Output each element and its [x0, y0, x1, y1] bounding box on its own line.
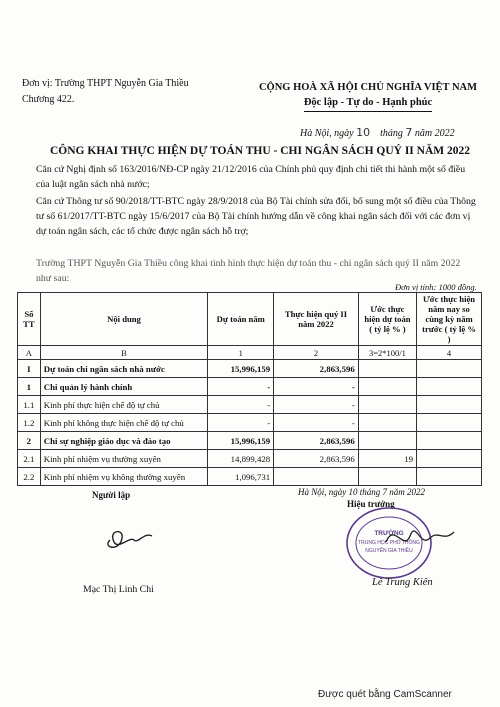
row-ratio-estimate [358, 432, 416, 450]
header-ratio-yoy: Ước thực hiện năm nay so cùng kỳ năm trước ( tỷ lệ % ) [417, 293, 482, 346]
stamp-line-3: NGUYỄN GIA THIỀU [365, 548, 413, 554]
preparer-title: Người lập [92, 490, 131, 500]
unit-note: Đơn vị tính: 1000 đồng. [395, 282, 477, 292]
header-stt: Số TT [18, 293, 41, 346]
col-index: 4 [417, 346, 482, 360]
row-ratio-yoy [417, 396, 482, 414]
row-actual: - [274, 378, 359, 396]
row-estimate: 15,996,159 [208, 432, 274, 450]
row-estimate: 14,899,428 [208, 450, 274, 468]
row-estimate: - [208, 414, 274, 432]
row-ratio-yoy [417, 414, 482, 432]
row-ratio-estimate [358, 360, 416, 378]
row-ratio-yoy [417, 468, 482, 486]
row-estimate: 15,996,159 [208, 360, 274, 378]
row-stt: I [18, 360, 41, 378]
col-index: A [18, 346, 41, 360]
row-actual [274, 468, 359, 486]
row-actual: 2,863,596 [274, 450, 359, 468]
table-row [18, 396, 482, 414]
row-content: Kinh phí thực hiện chế độ tự chủ [40, 396, 208, 414]
row-content: Dự toán chi ngân sách nhà nước [40, 360, 208, 378]
principal-title: Hiệu trưởng [347, 499, 395, 509]
intro-statement: Trường THPT Nguyễn Gia Thiều công khai tình hình thực hiện dự toán thu - chi ngân sách quý II năm 2022 như sau: [36, 258, 461, 284]
date-day: 10 [356, 126, 371, 139]
date-year: năm 2022 [414, 128, 455, 139]
motto: Độc lập - Tự do - Hạnh phúc [304, 95, 432, 112]
row-stt: 1.2 [18, 414, 41, 432]
preparer-signature-icon [100, 518, 160, 558]
column-index-row [18, 346, 482, 360]
header-estimate: Dự toán năm [208, 293, 274, 346]
table-row [18, 450, 482, 468]
row-stt: 2.2 [18, 468, 41, 486]
row-stt: 2.1 [18, 450, 41, 468]
table-row [18, 414, 482, 432]
row-ratio-estimate [358, 468, 416, 486]
chapter-code: Chương 422. [22, 94, 75, 105]
principal-name: Lê Trung Kiên [372, 577, 433, 588]
budget-table [17, 292, 482, 486]
row-ratio-yoy [417, 360, 482, 378]
date-month: 7 [405, 126, 413, 139]
principal-signature-icon [380, 512, 460, 562]
unit-name: Đơn vị: Trường THPT Nguyễn Gia Thiều [22, 78, 189, 89]
row-ratio-estimate [358, 414, 416, 432]
row-content: Kinh phí nhiệm vụ không thường xuyên [40, 468, 208, 486]
table-row [18, 378, 482, 396]
row-stt: 1 [18, 378, 41, 396]
row-actual: 2,863,596 [274, 360, 359, 378]
row-actual: 2,863,596 [274, 432, 359, 450]
document-title: CÔNG KHAI THỰC HIỆN DỰ TOÁN THU - CHI NGÂN SÁCH QUÝ II NĂM 2022 [50, 145, 470, 157]
date-prefix: Hà Nội, ngày [300, 128, 354, 139]
stamp-line-2: TRUNG HỌC PHỔ THÔNG [358, 540, 420, 546]
row-actual: - [274, 414, 359, 432]
scanner-watermark: Được quét bằng CamScanner [318, 689, 452, 700]
row-stt: 1.1 [18, 396, 41, 414]
row-ratio-estimate: 19 [358, 450, 416, 468]
nation-name: CỘNG HOÀ XÃ HỘI CHỦ NGHĨA VIỆT NAM [258, 82, 478, 93]
row-ratio-yoy [417, 378, 482, 396]
date-top [300, 126, 455, 139]
national-header [258, 80, 478, 112]
col-index: 2 [274, 346, 359, 360]
header-content: Nội dung [40, 293, 208, 346]
row-content: Chi quản lý hành chính [40, 378, 208, 396]
row-estimate: - [208, 396, 274, 414]
date-bottom: Hà Nội, ngày 10 tháng 7 năm 2022 [298, 487, 425, 497]
row-content: Chi sự nghiệp giáo dục và đào tạo [40, 432, 208, 450]
row-content: Kinh phí không thực hiện chế độ tự chủ [40, 414, 208, 432]
row-ratio-estimate [358, 378, 416, 396]
table-row [18, 468, 482, 486]
preparer-name: Mạc Thị Linh Chi [83, 584, 154, 595]
table-row [18, 432, 482, 450]
col-index: 3=2*100/1 [358, 346, 416, 360]
row-content: Kinh phí nhiệm vụ thường xuyên [40, 450, 208, 468]
legal-basis-2: Căn cứ Thông tư số 90/2018/TT-BTC ngày 28/9/2018 của Bộ Tài chính sửa đổi, bổ sung một số điều của Thông tư số 61/2017/TT-BTC ngày 15/6/2017 của Bộ Tài chính hướng dẫn về công khai ngân sách đối với các đơn vị dự toán ngân sách, các tổ chức được ngân sách hỗ trợ; [36, 196, 476, 237]
row-estimate: - [208, 378, 274, 396]
row-stt: 2 [18, 432, 41, 450]
col-index: 1 [208, 346, 274, 360]
row-ratio-yoy [417, 450, 482, 468]
legal-basis-1: Căn cứ Nghị định số 163/2016/NĐ-CP ngày 21/12/2016 của Chính phủ quy định chi tiết thi hành một số điều của luật ngân sách nhà nước; [36, 164, 466, 190]
row-ratio-yoy [417, 432, 482, 450]
row-actual: - [274, 396, 359, 414]
stamp-line-1: TRƯỜNG [374, 530, 404, 537]
table-header-row [18, 293, 482, 346]
col-index: B [40, 346, 208, 360]
unit-header [22, 76, 189, 108]
header-actual: Thực hiện quý II năm 2022 [274, 293, 359, 346]
date-month-label: tháng [380, 128, 403, 139]
row-estimate: 1,096,731 [208, 468, 274, 486]
row-ratio-estimate [358, 396, 416, 414]
table-row [18, 360, 482, 378]
header-ratio-estimate: Ước thực hiện dự toán ( tỷ lệ % ) [358, 293, 416, 346]
